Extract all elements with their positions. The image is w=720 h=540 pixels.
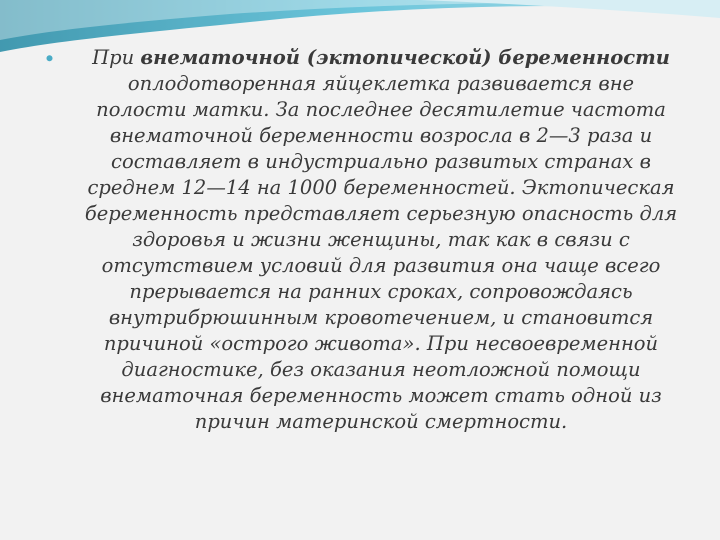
body-line: причин материнской смертности. — [194, 410, 568, 433]
body-line: прерывается на ранних сроках, сопровождаясь — [129, 280, 633, 303]
heading-bold-term: внематочной (эктопической) беременности — [140, 46, 670, 69]
body-line: полости матки. За последнее десятилетие частота — [96, 98, 666, 121]
heading-line — [46, 45, 706, 71]
body-line: здоровья и жизни женщины, так как в связи с — [132, 228, 630, 251]
body-line: внематочная беременность может стать одной из — [100, 384, 662, 407]
body-line: диагностике, без оказания неотложной помощи — [121, 358, 641, 381]
body-line: внематочной беременности возросла в 2—3 раза и — [109, 124, 653, 147]
heading-prefix: При — [92, 46, 141, 69]
body-line: причиной «острого живота». При несвоевременной — [103, 332, 659, 355]
body-line: внутрибрюшинным кровотечением, и становится — [108, 306, 654, 329]
body-line: оплодотворенная яйцеклетка развивается вне — [127, 72, 635, 95]
body-line: отсутствием условий для развития она чаще всего — [101, 254, 661, 277]
body-line: беременность представляет серьезную опасность для — [84, 202, 678, 225]
bullet-icon: ⦁ — [46, 50, 53, 66]
slide-body-text — [46, 45, 706, 435]
body-line: составляет в индустриально развитых странах в — [111, 150, 651, 173]
body-line: среднем 12—14 на 1000 беременностей. Эктопическая — [87, 176, 675, 199]
